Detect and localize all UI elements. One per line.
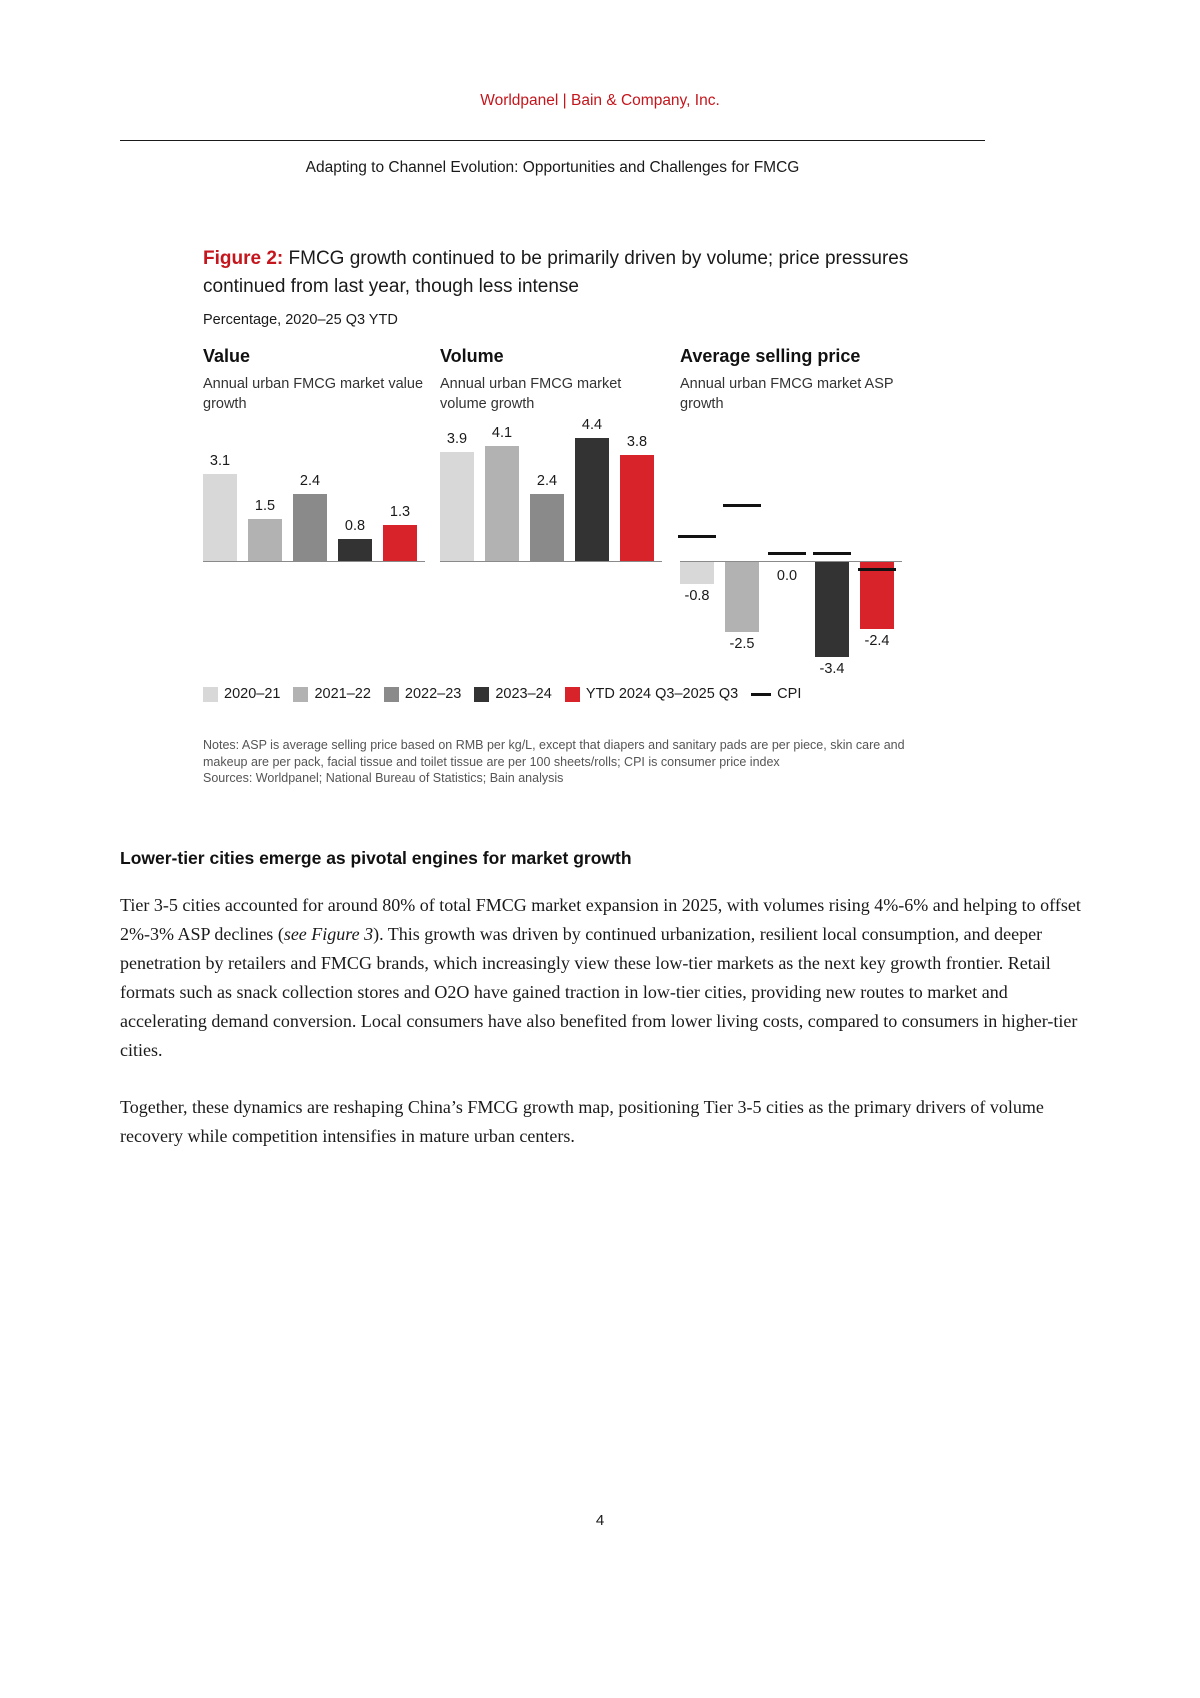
legend-label: YTD 2024 Q3–2025 Q3 <box>585 686 739 702</box>
sources-line: Sources: Worldpanel; National Bureau of Statistics; Bain analysis <box>203 771 564 785</box>
legend-swatch <box>384 687 399 702</box>
bar-value-label: -2.5 <box>729 636 755 652</box>
x-axis-line <box>440 561 662 562</box>
para1-text-cont: ). This growth was driven by continued urbanization, resilient local consumption, and deeper penetration by retailers and FMCG brands, which increasingly view these low-tier markets as the next key growth frontier. Retail formats such as snack collection stores and O2O have gained traction in low-tier cities, providing new routes to market and accelerating demand conversion. Local consumers have also benefited from lower living costs, compared to consumers in higher-tier cities. <box>120 924 1078 1060</box>
para1-italic: see Figure 3 <box>283 924 374 944</box>
figure-notes <box>203 737 908 787</box>
cpi-tick <box>813 552 851 555</box>
section-heading: Lower-tier cities emerge as pivotal engines for market growth <box>120 848 632 868</box>
paragraph-2: Together, these dynamics are reshaping China’s FMCG growth map, positioning Tier 3-5 cities as the primary drivers of volume recovery while competition intensifies in mature urban centers. <box>120 1097 1044 1146</box>
bar-value-label: 4.1 <box>491 425 513 442</box>
bar <box>338 539 372 561</box>
bar <box>248 519 282 561</box>
panel-title: Volume <box>440 346 504 366</box>
bar-value-label: -3.4 <box>819 661 845 678</box>
figure-subtitle: Percentage, 2020–25 Q3 YTD <box>203 312 398 328</box>
legend-item <box>293 686 370 702</box>
legend <box>203 686 963 702</box>
page-number: 4 <box>595 1512 605 1529</box>
bar-value-label: 0.8 <box>344 517 366 534</box>
panel-subtitle: Annual urban FMCG market ASP growth <box>680 376 894 412</box>
bar <box>815 562 849 657</box>
panel-title: Value <box>203 346 251 366</box>
legend-item <box>384 686 461 702</box>
bar <box>530 494 564 561</box>
bar-value-label: -2.4 <box>864 633 890 650</box>
panel-subtitle: Annual urban FMCG market volume growth <box>440 376 622 412</box>
bar-value-label: 4.4 <box>581 416 603 433</box>
bar-value-label: 3.8 <box>626 433 648 450</box>
bar <box>485 446 519 561</box>
bar <box>383 525 417 561</box>
panel-subtitle: Annual urban FMCG market value growth <box>203 376 424 412</box>
bar-value-label: 2.4 <box>536 472 558 489</box>
bar <box>440 452 474 561</box>
bar-value-label: 3.9 <box>446 430 468 447</box>
bar <box>725 562 759 632</box>
bar <box>575 438 609 561</box>
figure-label: Figure 2: <box>203 248 284 269</box>
legend-label: 2022–23 <box>404 686 462 702</box>
para1-text: Tier 3-5 cities accounted for around 80% of total FMCG market expansion in 2025, with volumes rising 4%-6% and helping to offset 2%-3% ASP declines ( <box>120 895 1081 944</box>
brand-header: Worldpanel | Bain & Company, Inc. <box>480 92 720 109</box>
legend-label: CPI <box>777 686 802 702</box>
figure-title <box>203 245 918 301</box>
panel-title: Average selling price <box>680 346 861 366</box>
legend-item <box>751 686 801 702</box>
value-chart <box>203 419 438 691</box>
asp-chart <box>680 419 915 691</box>
chart-panel-value <box>203 346 438 691</box>
bar <box>203 474 237 561</box>
chart-panel-volume <box>440 346 675 691</box>
header-divider <box>120 140 985 141</box>
bar <box>620 455 654 561</box>
cpi-tick <box>858 568 896 571</box>
cpi-line-swatch <box>751 693 771 696</box>
bar-value-label: 0.0 <box>776 568 798 584</box>
legend-swatch <box>293 687 308 702</box>
cpi-tick <box>768 552 806 555</box>
figure-title-text: FMCG growth continued to be primarily driven by volume; price pressures continued from last year, though less intense <box>203 248 909 297</box>
legend-swatch <box>565 687 580 702</box>
legend-item <box>474 686 551 702</box>
cpi-tick <box>723 504 761 507</box>
legend-label: 2021–22 <box>314 686 371 702</box>
document-title: Adapting to Channel Evolution: Opportunities and Challenges for FMCG <box>305 159 800 176</box>
legend-label: 2020–21 <box>224 686 281 702</box>
cpi-tick <box>678 535 716 538</box>
bar-value-label: 3.1 <box>209 453 231 470</box>
volume-chart <box>440 416 675 691</box>
body-copy <box>120 891 1082 1179</box>
chart-panel-asp <box>680 346 915 691</box>
bar <box>680 562 714 584</box>
bar-value-label: 1.5 <box>254 498 276 514</box>
bar <box>293 494 327 561</box>
legend-item <box>203 686 280 702</box>
bar-value-label: 1.3 <box>389 503 411 520</box>
bar <box>860 562 894 629</box>
paragraph-1 <box>120 891 1082 1065</box>
notes-line: Notes: ASP is average selling price based on RMB per kg/L, except that diapers and sanitary pads are per piece, skin care and makeup are per pack, facial tissue and toilet tissue are per 100 sheets/rolls; CPI is consumer price index <box>203 738 905 769</box>
legend-label: 2023–24 <box>495 686 552 702</box>
legend-swatch <box>474 687 489 702</box>
legend-swatch <box>203 687 218 702</box>
bar-value-label: 2.4 <box>299 472 321 489</box>
x-axis-line <box>203 561 425 562</box>
legend-item <box>565 686 738 702</box>
bar-value-label: -0.8 <box>684 588 710 605</box>
